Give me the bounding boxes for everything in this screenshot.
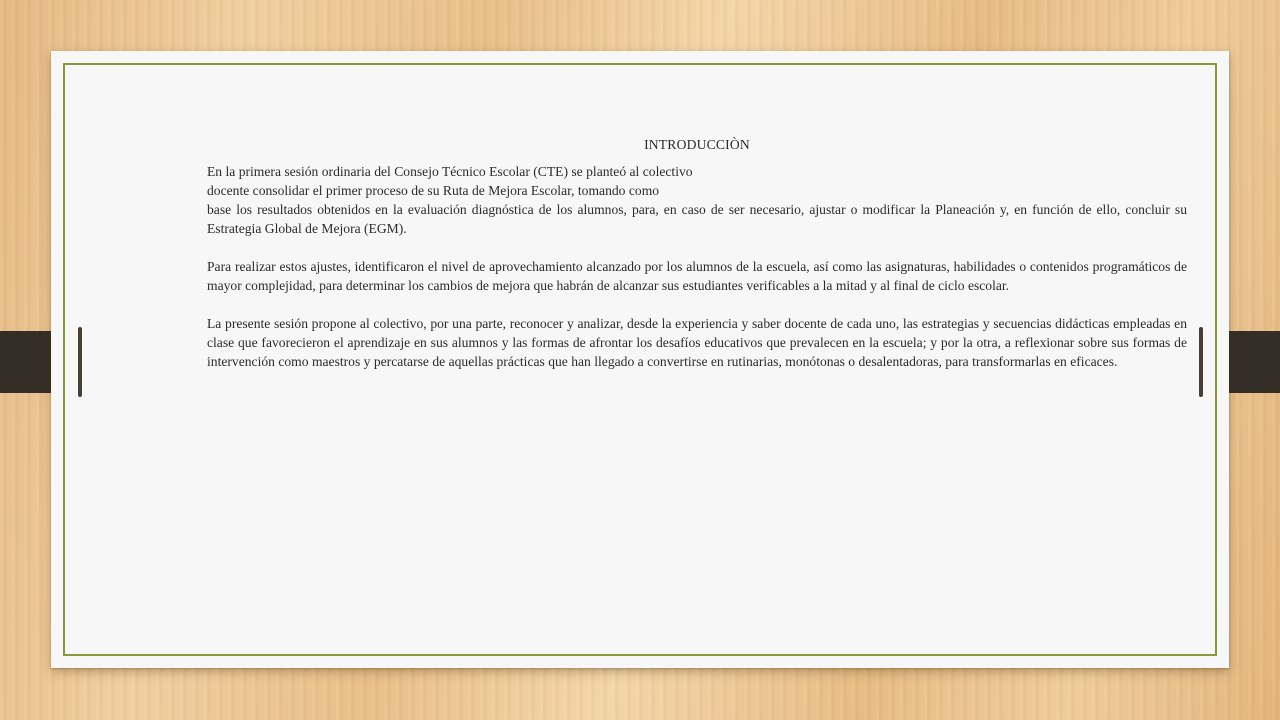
- paragraph-2: Para realizar estos ajustes, identificaron el nivel de aprovechamiento alcanzado por los alumnos de la escuela, así como las asignaturas, habilidades o contenidos programáticos de mayor complejidad, para determinar los cambios de mejora que habrán de alcanzar sus estudiantes verificables a la mitad y al final de ciclo escolar.: [207, 259, 1187, 293]
- paragraph-1: [207, 162, 1187, 238]
- paragraph-1-line-1: En la primera sesión ordinaria del Consejo Técnico Escolar (CTE) se planteó al colectivo: [207, 164, 693, 179]
- paragraph-3: La presente sesión propone al colectivo, por una parte, reconocer y analizar, desde la experiencia y saber docente de cada uno, las estrategias y secuencias didácticas empleadas en clase que favorecieron el aprendizaje en sus alumnos y las formas de afrontar los desafíos educativos que prevalecen en la escuela; y por la otra, a reflexionar sobre sus formas de intervención como maestros y percatarse de aquellas prácticas que han llegado a convertirse en rutinarias, monótonas o desalentadoras, para transformarlas en eficaces.: [207, 316, 1187, 369]
- left-binder-pin: [78, 327, 82, 397]
- paragraph-1-rest: base los resultados obtenidos en la evaluación diagnóstica de los alumnos, para, en caso de ser necesario, ajustar o modificar la Planeación y, en función de ello, concluir su Estrategia Global de Mejora (EGM).: [207, 202, 1187, 236]
- slide-content: [207, 135, 1187, 371]
- right-binder-pin: [1199, 327, 1203, 397]
- slide-title: INTRODUCCIÒN: [644, 137, 750, 152]
- paragraph-1-line-2: docente consolidar el primer proceso de su Ruta de Mejora Escolar, tomando como: [207, 183, 660, 198]
